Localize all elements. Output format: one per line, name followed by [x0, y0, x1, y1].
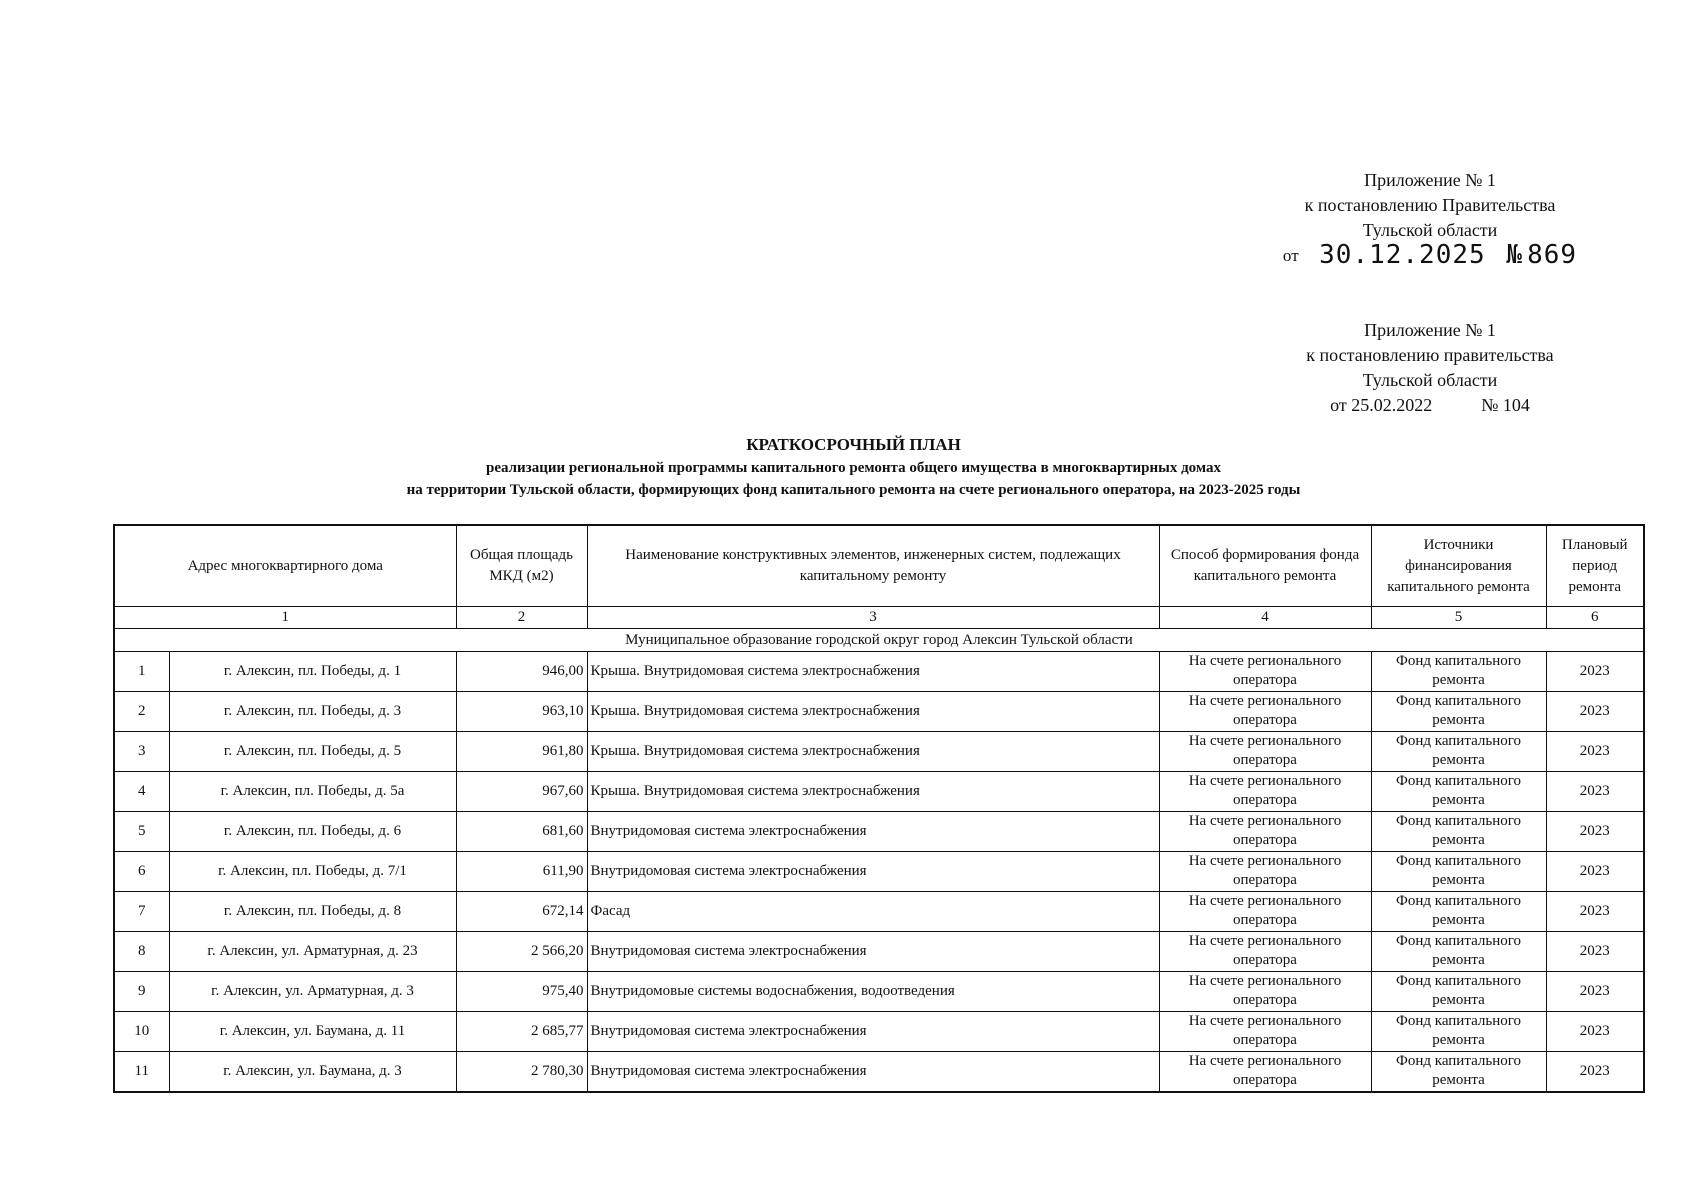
appendix-old-line2: к постановлению правительства — [1306, 345, 1554, 365]
document-title: КРАТКОСРОЧНЫЙ ПЛАН — [746, 435, 961, 454]
row-method — [1159, 1052, 1371, 1093]
table-row — [114, 652, 1644, 692]
row-method-line1: На счете регионального — [1188, 732, 1342, 749]
row-elements: Крыша. Внутридомовая система электроснабжения — [587, 732, 1159, 772]
row-source-line1: Фонд капитального — [1396, 692, 1521, 709]
row-source-line1: Фонд капитального — [1396, 812, 1521, 829]
document-subtitle-1: реализации региональной программы капитального ремонта общего имущества в многоквартирных домах — [485, 460, 1222, 476]
appendix-old-dateline — [1230, 393, 1630, 418]
row-source-line2: ремонта — [1432, 871, 1485, 888]
row-method-line2: оператора — [1233, 1071, 1297, 1088]
row-method-line1: На счете регионального — [1188, 692, 1342, 709]
column-number: 4 — [1159, 607, 1371, 629]
header-period: Плановый период ремонта — [1546, 525, 1644, 607]
row-source — [1371, 972, 1546, 1012]
column-number: 5 — [1371, 607, 1546, 629]
row-method — [1159, 812, 1371, 852]
row-method — [1159, 732, 1371, 772]
row-address: г. Алексин, пл. Победы, д. 6 — [169, 812, 456, 852]
row-area: 961,80 — [456, 732, 587, 772]
row-source-line1: Фонд капитального — [1396, 772, 1521, 789]
row-source-line2: ремонта — [1432, 711, 1485, 728]
table-row — [114, 772, 1644, 812]
row-method-line2: оператора — [1233, 671, 1297, 688]
row-source-line1: Фонд капитального — [1396, 732, 1521, 749]
row-address: г. Алексин, пл. Победы, д. 7/1 — [169, 852, 456, 892]
row-source-line1: Фонд капитального — [1396, 652, 1521, 669]
row-source-line2: ремонта — [1432, 671, 1485, 688]
header-area: Общая площадь МКД (м2) — [456, 525, 587, 607]
row-address: г. Алексин, пл. Победы, д. 5а — [169, 772, 456, 812]
row-number: 5 — [114, 812, 169, 852]
row-year: 2023 — [1546, 732, 1644, 772]
row-method — [1159, 1012, 1371, 1052]
row-method — [1159, 972, 1371, 1012]
row-source — [1371, 932, 1546, 972]
municipality-row — [114, 629, 1644, 652]
row-method — [1159, 932, 1371, 972]
row-year: 2023 — [1546, 852, 1644, 892]
appendix-new-no-label: № — [1506, 240, 1523, 270]
appendix-new-block — [1230, 168, 1630, 268]
appendix-new-line3: Тульской области — [1362, 220, 1498, 240]
row-source-line2: ремонта — [1432, 991, 1485, 1008]
row-source — [1371, 852, 1546, 892]
appendix-new-line1: Приложение № 1 — [1364, 170, 1496, 190]
row-method — [1159, 772, 1371, 812]
row-source-line2: ремонта — [1432, 1031, 1485, 1048]
table-row — [114, 852, 1644, 892]
appendix-new-from-label: от — [1282, 246, 1299, 265]
appendix-old-date: 25.02.2022 — [1351, 395, 1433, 415]
row-area: 611,90 — [456, 852, 587, 892]
municipality-name: Муниципальное образование городской округ город Алексин Тульской области — [114, 629, 1644, 652]
appendix-old-line3: Тульской области — [1362, 370, 1498, 390]
row-method-line1: На счете регионального — [1188, 652, 1342, 669]
row-elements: Внутридомовые системы водоснабжения, водоотведения — [587, 972, 1159, 1012]
row-source — [1371, 772, 1546, 812]
row-area: 681,60 — [456, 812, 587, 852]
row-address: г. Алексин, пл. Победы, д. 3 — [169, 692, 456, 732]
row-source — [1371, 1052, 1546, 1093]
row-method — [1159, 852, 1371, 892]
row-method-line2: оператора — [1233, 871, 1297, 888]
row-method-line1: На счете регионального — [1188, 972, 1342, 989]
row-year: 2023 — [1546, 972, 1644, 1012]
row-method — [1159, 892, 1371, 932]
column-number: 6 — [1546, 607, 1644, 629]
row-address: г. Алексин, пл. Победы, д. 8 — [169, 892, 456, 932]
header-address: Адрес многоквартирного дома — [114, 525, 456, 607]
row-source-line1: Фонд капитального — [1396, 972, 1521, 989]
row-source — [1371, 1012, 1546, 1052]
row-method — [1159, 692, 1371, 732]
table-row — [114, 892, 1644, 932]
appendix-new-number: 869 — [1527, 240, 1578, 270]
row-number: 6 — [114, 852, 169, 892]
row-method-line1: На счете регионального — [1188, 1052, 1342, 1069]
row-elements: Крыша. Внутридомовая система электроснабжения — [587, 772, 1159, 812]
row-area: 2 685,77 — [456, 1012, 587, 1052]
row-elements: Внутридомовая система электроснабжения — [587, 932, 1159, 972]
row-address: г. Алексин, ул. Арматурная, д. 23 — [169, 932, 456, 972]
table-row — [114, 932, 1644, 972]
row-number: 3 — [114, 732, 169, 772]
column-number: 3 — [587, 607, 1159, 629]
row-year: 2023 — [1546, 892, 1644, 932]
appendix-new-date: 30.12.2025 — [1319, 240, 1486, 270]
row-source-line1: Фонд капитального — [1396, 892, 1521, 909]
appendix-old-from-label: от — [1330, 395, 1347, 415]
table-header-row — [114, 525, 1644, 607]
row-method-line2: оператора — [1233, 991, 1297, 1008]
column-number-row — [114, 607, 1644, 629]
row-number: 2 — [114, 692, 169, 732]
row-method-line2: оператора — [1233, 751, 1297, 768]
row-elements: Внутридомовая система электроснабжения — [587, 812, 1159, 852]
document-subtitle-2: на территории Тульской области, формирующих фонд капитального ремонта на счете регионального оператора, на 2023-2025 годы — [406, 482, 1301, 498]
row-address: г. Алексин, пл. Победы, д. 1 — [169, 652, 456, 692]
row-year: 2023 — [1546, 812, 1644, 852]
table-row — [114, 972, 1644, 1012]
row-method-line2: оператора — [1233, 711, 1297, 728]
row-number: 10 — [114, 1012, 169, 1052]
row-source — [1371, 892, 1546, 932]
row-method-line1: На счете регионального — [1188, 812, 1342, 829]
row-method-line2: оператора — [1233, 951, 1297, 968]
row-source-line1: Фонд капитального — [1396, 1012, 1521, 1029]
row-year: 2023 — [1546, 1052, 1644, 1093]
row-number: 4 — [114, 772, 169, 812]
header-sources: Источники финансирования капитального ремонта — [1371, 525, 1546, 607]
column-number: 1 — [114, 607, 456, 629]
row-method-line2: оператора — [1233, 1031, 1297, 1048]
row-source-line2: ремонта — [1432, 911, 1485, 928]
table-row — [114, 812, 1644, 852]
row-area: 672,14 — [456, 892, 587, 932]
appendix-new-line2: к постановлению Правительства — [1304, 195, 1556, 215]
row-method-line2: оператора — [1233, 831, 1297, 848]
row-source — [1371, 732, 1546, 772]
row-method-line2: оператора — [1233, 911, 1297, 928]
row-source-line1: Фонд капитального — [1396, 852, 1521, 869]
row-area: 2 780,30 — [456, 1052, 587, 1093]
row-source-line2: ремонта — [1432, 791, 1485, 808]
row-method-line1: На счете регионального — [1188, 1012, 1342, 1029]
row-year: 2023 — [1546, 692, 1644, 732]
plan-table — [113, 524, 1645, 1093]
row-method — [1159, 652, 1371, 692]
row-elements: Фасад — [587, 892, 1159, 932]
row-number: 11 — [114, 1052, 169, 1093]
row-elements: Внутридомовая система электроснабжения — [587, 1012, 1159, 1052]
row-method-line2: оператора — [1233, 791, 1297, 808]
row-area: 975,40 — [456, 972, 587, 1012]
row-number: 8 — [114, 932, 169, 972]
row-address: г. Алексин, ул. Арматурная, д. 3 — [169, 972, 456, 1012]
column-number: 2 — [456, 607, 587, 629]
row-source — [1371, 812, 1546, 852]
row-year: 2023 — [1546, 1012, 1644, 1052]
row-source-line2: ремонта — [1432, 1071, 1485, 1088]
row-source — [1371, 652, 1546, 692]
row-area: 963,10 — [456, 692, 587, 732]
row-address: г. Алексин, ул. Баумана, д. 11 — [169, 1012, 456, 1052]
row-method-line1: На счете регионального — [1188, 932, 1342, 949]
row-elements: Внутридомовая система электроснабжения — [587, 1052, 1159, 1093]
row-source-line2: ремонта — [1432, 831, 1485, 848]
row-address: г. Алексин, пл. Победы, д. 5 — [169, 732, 456, 772]
row-year: 2023 — [1546, 772, 1644, 812]
table-row — [114, 692, 1644, 732]
row-number: 9 — [114, 972, 169, 1012]
appendix-old-line1: Приложение № 1 — [1364, 320, 1496, 340]
row-method-line1: На счете регионального — [1188, 772, 1342, 789]
row-elements: Внутридомовая система электроснабжения — [587, 852, 1159, 892]
row-method-line1: На счете регионального — [1188, 852, 1342, 869]
row-source — [1371, 692, 1546, 732]
row-area: 2 566,20 — [456, 932, 587, 972]
appendix-new-dateline — [1230, 240, 1630, 270]
row-source-line2: ремонта — [1432, 951, 1485, 968]
table-row — [114, 1012, 1644, 1052]
row-year: 2023 — [1546, 932, 1644, 972]
header-elements: Наименование конструктивных элементов, инженерных систем, подлежащих капитальному ремонту — [587, 525, 1159, 607]
row-source-line1: Фонд капитального — [1396, 932, 1521, 949]
row-number: 1 — [114, 652, 169, 692]
row-area: 946,00 — [456, 652, 587, 692]
row-elements: Крыша. Внутридомовая система электроснабжения — [587, 692, 1159, 732]
table-row — [114, 1052, 1644, 1093]
row-source-line2: ремонта — [1432, 751, 1485, 768]
row-elements: Крыша. Внутридомовая система электроснабжения — [587, 652, 1159, 692]
row-year: 2023 — [1546, 652, 1644, 692]
header-method: Способ формирования фонда капитального ремонта — [1159, 525, 1371, 607]
table-row — [114, 732, 1644, 772]
row-source-line1: Фонд капитального — [1396, 1052, 1521, 1069]
row-address: г. Алексин, ул. Баумана, д. 3 — [169, 1052, 456, 1093]
appendix-old-number: № 104 — [1481, 395, 1530, 415]
row-number: 7 — [114, 892, 169, 932]
row-method-line1: На счете регионального — [1188, 892, 1342, 909]
appendix-old-block — [1230, 318, 1630, 418]
row-area: 967,60 — [456, 772, 587, 812]
